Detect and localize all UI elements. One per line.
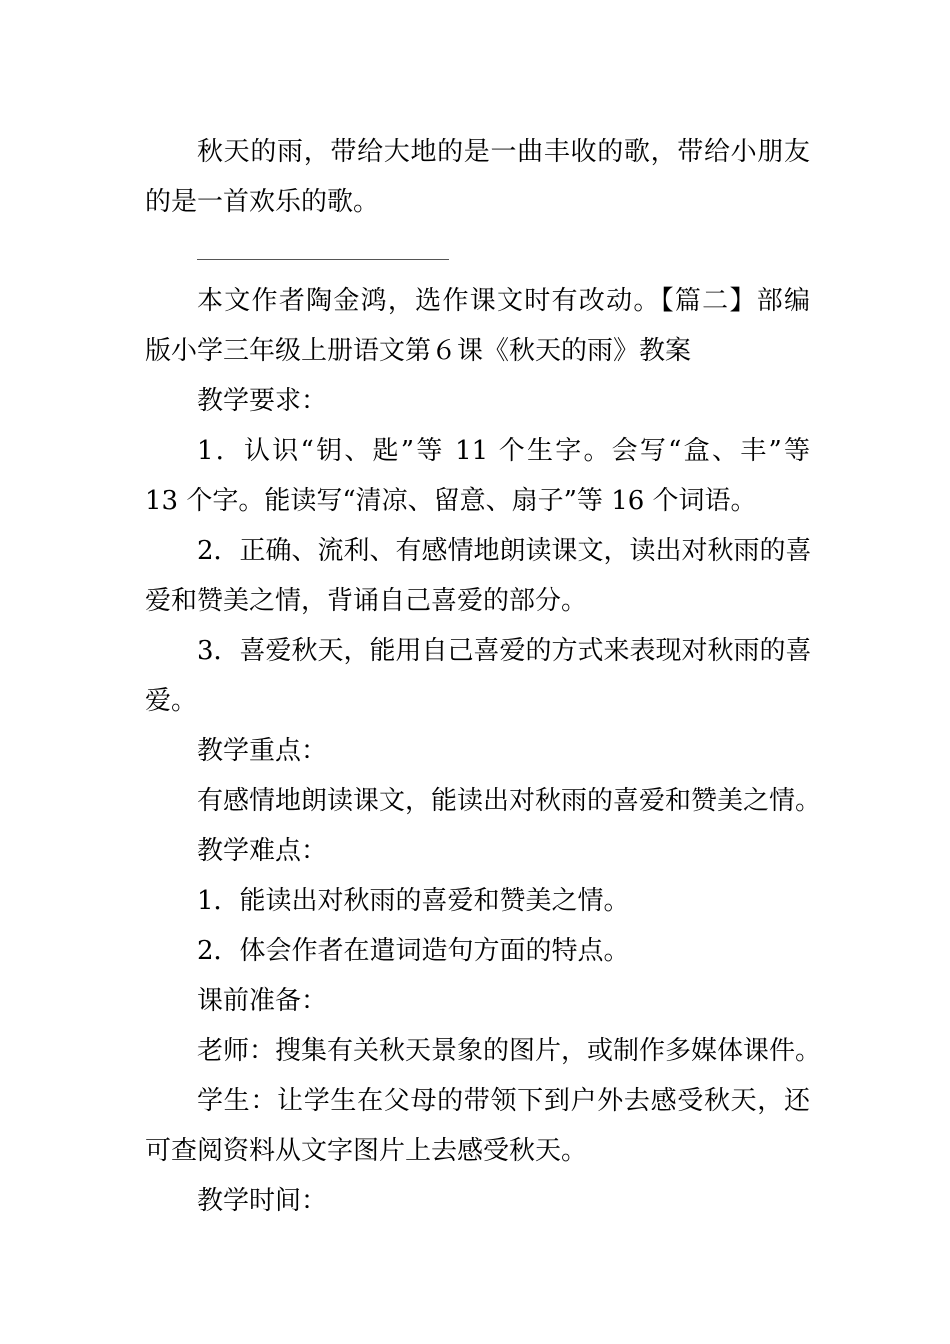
paragraph-line: 3．喜爱秋天，能用自己喜爱的方式来表现对秋雨的喜 <box>197 636 812 666</box>
paragraph-line: 2．体会作者在遣词造句方面的特点。 <box>197 936 630 966</box>
section-heading: 课前准备： <box>197 986 328 1016</box>
paragraph-line: 可查阅资料从文字图片上去感受秋天。 <box>145 1136 588 1166</box>
paragraph-line: 学生：让学生在父母的带领下到户外去感受秋天，还 <box>197 1086 810 1116</box>
footnote-divider <box>197 259 449 260</box>
section-heading: 教学要求： <box>197 386 328 416</box>
section-heading: 教学难点： <box>197 836 328 866</box>
paragraph-line: 爱和赞美之情，背诵自己喜爱的部分。 <box>145 586 588 616</box>
paragraph-line: 本文作者陶金鸿，选作课文时有改动。【篇二】部编 <box>197 286 810 316</box>
section-heading: 教学时间： <box>197 1186 328 1216</box>
paragraph-line: 版小学三年级上册语文第６课《秋天的雨》教案 <box>145 336 692 366</box>
paragraph-line: 2．正确、流利、有感情地朗读课文，读出对秋雨的喜 <box>197 536 812 566</box>
paragraph-line: 1．认识“钥、匙”等 11 个生字。会写“盒、丰”等 <box>197 436 810 466</box>
paragraph-line: 1．能读出对秋雨的喜爱和赞美之情。 <box>197 886 630 916</box>
paragraph-line: 爱。 <box>145 686 198 716</box>
section-heading: 教学重点： <box>197 736 328 766</box>
paragraph-line: 老师：搜集有关秋天景象的图片，或制作多媒体课件。 <box>197 1036 822 1066</box>
paragraph-line: 13 个字。能读写“清凉、留意、扇子”等 16 个词语。 <box>145 486 757 516</box>
paragraph-line: 秋天的雨，带给大地的是一曲丰收的歌，带给小朋友 <box>197 137 810 167</box>
paragraph-line: 有感情地朗读课文，能读出对秋雨的喜爱和赞美之情。 <box>197 786 822 816</box>
paragraph-line: 的是一首欢乐的歌。 <box>145 187 380 217</box>
